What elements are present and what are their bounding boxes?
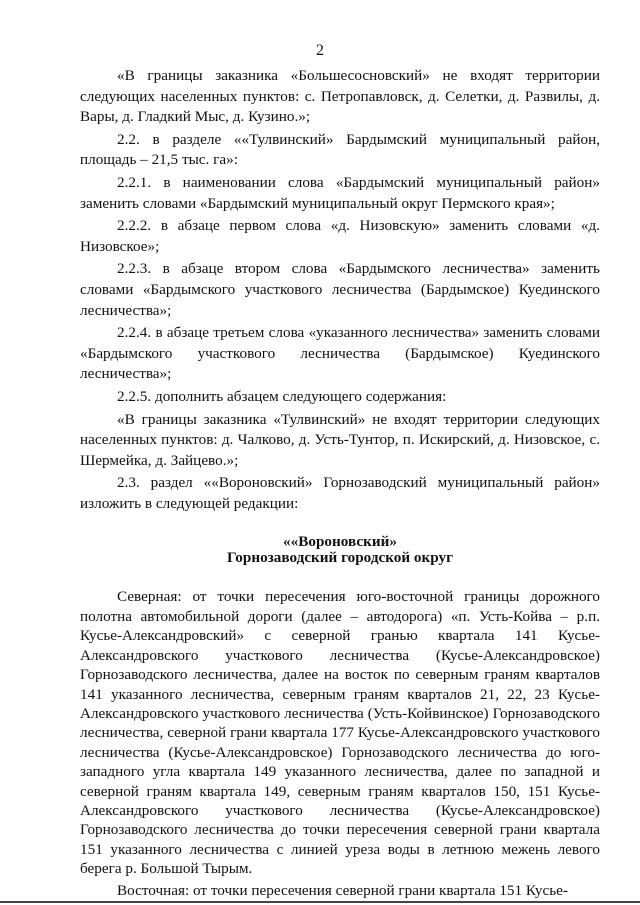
- paragraph-northern-boundary: Северная: от точки пересечения юго-восточной границы дорожного полотна автомобильной дороги (далее – автодорога) «п. Усть-Койва – р.п. Кусье-Александровский» с северной гранью квартала 141 Кусье-Александровского участкового лесничества (Кусье-Александровское) Горнозаводского лесничества, далее на восток по северным граням кварталов 141 указанного лесничества, северным граням кварталов 21, 22, 23 Кусье-Александровского участкового лесничества (Усть-Койвинское) Горнозаводского лесничества, северной грани квартала 177 Кусье-Александровского участкового лесничества (Кусье-Александровское) Горнозаводского лесничества до юго-западного угла квартала 149 указанного лесничества, далее по западной и северной граням квартала 149, северным граням кварталов 150, 151 Кусье-Александровского участкового лесничества (Кусье-Александровское) Горнозаводского лесничества до точки пересечения северной грани квартала 151 указанного лесничества с линией уреза воды в летнюю межень левого берега р. Большой Тырым.: [80, 588, 600, 878]
- paragraph-2-2: 2.2. в разделе ««Тулвинский» Бардымский муниципальный район, площадь – 21,5 тыс. га»:: [80, 130, 600, 169]
- paragraph-quote-tulvinsky: «В границы заказника «Тулвинский» не входят территории следующих населенных пунктов: д. Чалково, д. Усть-Тунтор, п. Искирский, д. Низовское, с. Шермейка, д. Зайцево.»;: [80, 410, 600, 469]
- page-bottom-edge: [0, 901, 640, 903]
- paragraph-2-2-5: 2.2.5. дополнить абзацем следующего содержания:: [117, 387, 447, 405]
- paragraph-eastern-boundary: Восточная: от точки пересечения северной грани квартала 151 Кусье-: [117, 881, 568, 899]
- section-heading-subtitle: Горнозаводский городской округ: [226, 548, 454, 566]
- paragraph-2-2-3: 2.2.3. в абзаце втором слова «Бардымского лесничества» заменить словами «Бардымского участкового лесничества (Бардымское) Куединского лесничества»;: [80, 260, 600, 319]
- boundary-description: [80, 587, 600, 900]
- page-number: 2: [316, 42, 324, 59]
- paragraph-2-2-4: 2.2.4. в абзаце третьем слова «указанного лесничества» заменить словами «Бардымского участкового лесничества (Бардымское) Куединского лесничества»;: [80, 324, 600, 383]
- paragraph-2-2-2: 2.2.2. в абзаце первом слова «д. Низовскую» заменить словами «д. Низовское»;: [80, 217, 600, 255]
- paragraph-2-2-1: 2.2.1. в наименовании слова «Бардымский муниципальный район» заменить словами «Бардымский муниципальный округ Пермского края»;: [80, 173, 600, 212]
- document-body: [80, 66, 600, 900]
- section-heading-title: ««Вороновский»: [283, 533, 397, 551]
- paragraph-quote-bolshesosnovsky: «В границы заказника «Большесосновский» не входят территории следующих населенных пунктов: с. Петропавловск, д. Селетки, д. Развилы, д. Вары, д. Гладкий Мыс, д. Кузино.»;: [80, 67, 600, 126]
- section-heading: [80, 534, 600, 565]
- paragraph-2-3: 2.3. раздел ««Вороновский» Горнозаводский муниципальный район» изложить в следующей редакции:: [80, 474, 600, 512]
